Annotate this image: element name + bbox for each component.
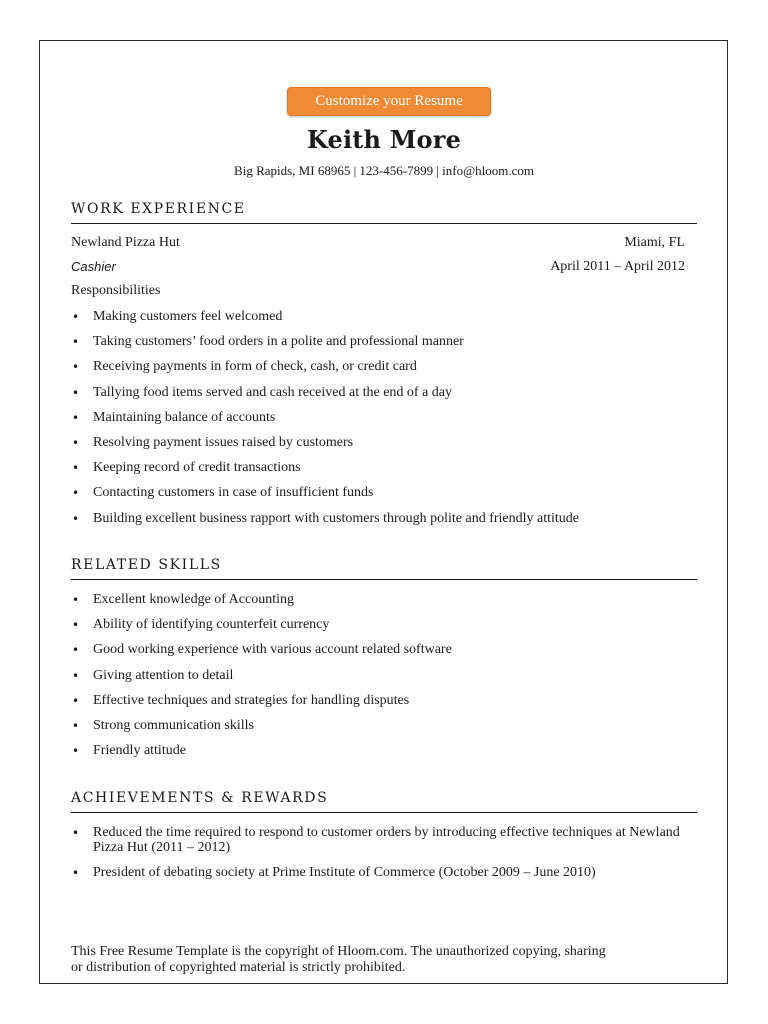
bullet-icon: • (72, 718, 80, 733)
bullet-icon: • (72, 866, 80, 880)
list-item: • Good working experience with various account related software (72, 642, 452, 658)
bullet-icon: • (72, 826, 80, 840)
section-title-achievements: ACHIEVEMENTS & REWARDS (71, 790, 697, 813)
job-header-row (71, 235, 685, 251)
list-item: • Strong communication skills (72, 717, 254, 733)
list-item: • Keeping record of credit transactions (72, 460, 301, 476)
copyright-line-2: or distribution of copyrighted material is strictly prohibited. (71, 960, 406, 975)
bullet-icon: • (72, 360, 80, 375)
section-title-work-experience: WORK EXPERIENCE (71, 201, 697, 224)
customize-resume-button[interactable]: Customize your Resume (287, 87, 491, 116)
list-item: • Making customers feel welcomed (72, 309, 283, 324)
bullet-icon: • (72, 693, 80, 708)
list-item: • President of debating society at Prime Institute of Commerce (October 2009 – June 2010) (72, 865, 596, 880)
list-item: • Ability of identifying counterfeit currency (72, 617, 330, 633)
responsibilities-label: Responsibilities (71, 283, 161, 298)
bullet-icon: • (72, 435, 80, 450)
list-item: • Reduced the time required to respond to customer orders by introducing effective techniques at Newland Pizza Hut (2011 – 2012) (72, 825, 680, 855)
list-item: • Excellent knowledge of Accounting (72, 592, 294, 607)
list-item: • Maintaining balance of accounts (72, 409, 276, 425)
contact-line: Big Rapids, MI 68965 | 123-456-7899 | info@hloom.com (234, 163, 534, 178)
list-item: • Friendly attitude (72, 743, 186, 759)
list-item: • Tallying food items served and cash received at the end of a day (72, 384, 452, 400)
bullet-icon: • (72, 461, 80, 476)
list-item: • Building excellent business rapport with customers through polite and friendly attitude (72, 510, 580, 526)
copyright-line-1: This Free Resume Template is the copyright of Hloom.com. The unauthorized copying, sharing (71, 944, 606, 959)
bullet-icon: • (72, 593, 80, 607)
list-item: • Contacting customers in case of insufficient funds (72, 485, 374, 501)
responsibilities-list (71, 309, 691, 536)
resume-page (39, 40, 728, 984)
company-name: Newland Pizza Hut (71, 235, 180, 250)
achievements-list (71, 825, 691, 890)
bullet-icon: • (72, 335, 80, 350)
candidate-name: Keith More (306, 125, 462, 154)
job-dates: April 2011 – April 2012 (550, 259, 685, 274)
section-title-related-skills: RELATED SKILLS (71, 557, 697, 580)
job-subheader-row (71, 259, 685, 275)
bullet-icon: • (72, 643, 80, 658)
bullet-icon: • (72, 486, 80, 501)
bullet-icon: • (72, 744, 80, 759)
list-item: • Resolving payment issues raised by customers (72, 434, 354, 450)
bullet-icon: • (72, 385, 80, 400)
list-item: • Effective techniques and strategies for handling disputes (72, 692, 410, 708)
job-position: Cashier (71, 259, 116, 274)
copyright-notice (71, 944, 671, 976)
bullet-icon: • (72, 618, 80, 633)
bullet-icon: • (72, 310, 80, 324)
bullet-icon: • (72, 410, 80, 425)
job-location: Miami, FL (624, 235, 685, 250)
bullet-icon: • (72, 511, 80, 526)
list-item: • Taking customers’ food orders in a polite and professional manner (72, 334, 464, 350)
list-item: • Giving attention to detail (72, 667, 234, 683)
skills-list (71, 592, 691, 768)
list-item: • Receiving payments in form of check, cash, or credit card (72, 359, 417, 375)
bullet-icon: • (72, 668, 80, 683)
